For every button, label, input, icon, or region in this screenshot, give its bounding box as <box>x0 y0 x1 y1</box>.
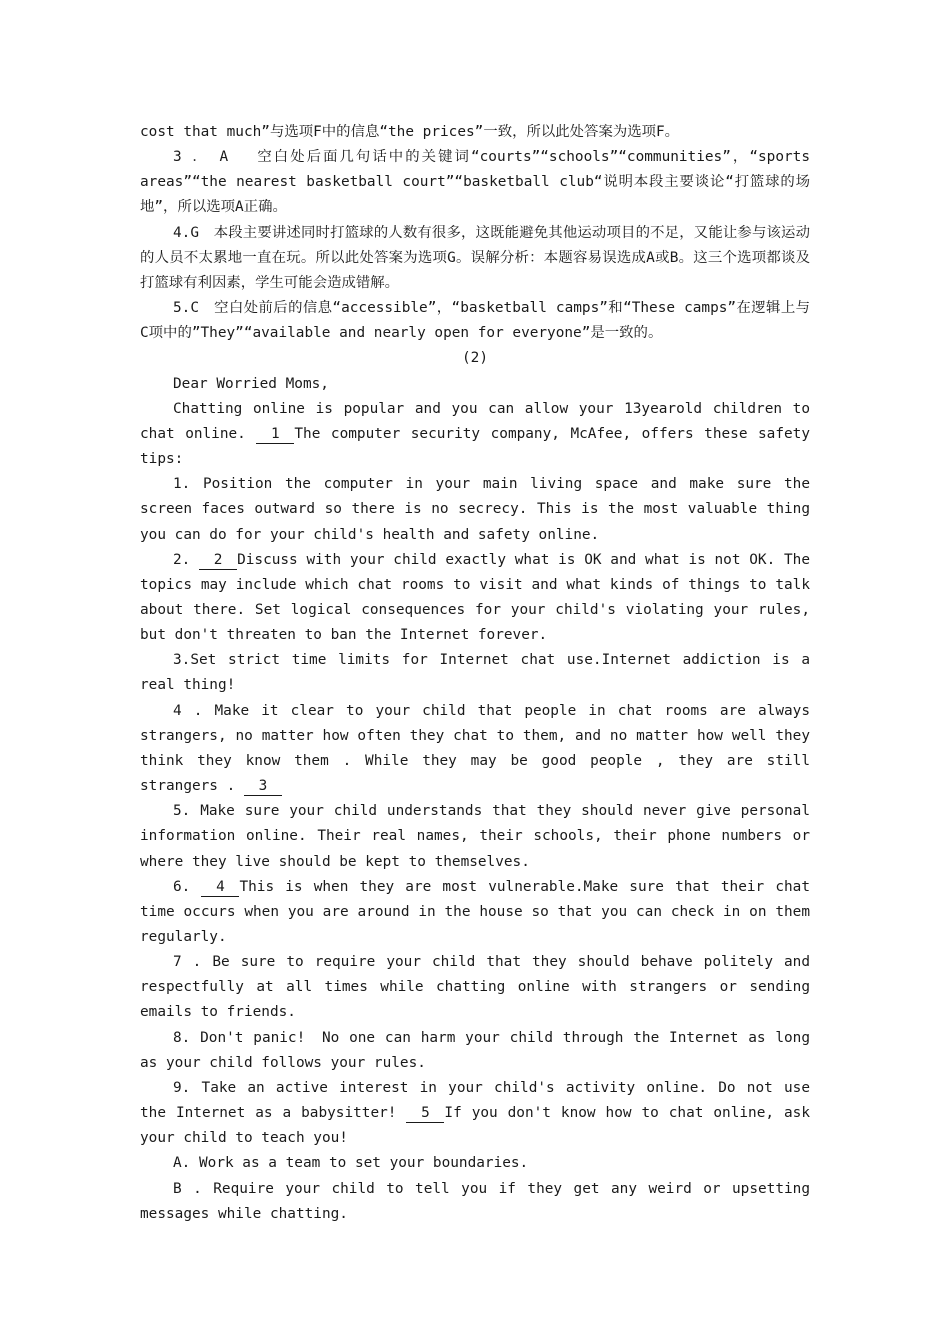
tip-6 <box>140 875 810 950</box>
blank-5: 5 <box>406 1104 444 1123</box>
answer-3: 3 ． A 空白处后面几句话中的关键词“courts”“schools”“communities”，“sports areas”“the nearest basketball court”“basketball club“说明本段主要谈论“打篮球的场地”，所以选项A正确。 <box>140 149 810 216</box>
tip-8: 8. Don't panic! No one can harm your child through the Internet as long as your child follows your rules. <box>140 1029 810 1071</box>
intro-paragraph <box>140 397 810 472</box>
answer-2-continuation: cost that much”与选项F中的信息“the prices”一致，所以此处答案为选项F。 <box>140 124 680 140</box>
intro-text-a: Chatting online is popular and you can allow your 13yearold children to chat online. <box>140 400 810 442</box>
tip-9 <box>140 1076 810 1151</box>
tip-4 <box>140 699 810 800</box>
passage-number: (2) <box>462 350 488 367</box>
tip-6-number: 6. <box>173 878 191 895</box>
intro-text-b: The computer security company, McAfee, offers these safety tips: <box>140 425 810 468</box>
blank-4: 4 <box>201 878 239 897</box>
letter-greeting: Dear Worried Moms, <box>173 375 329 392</box>
answer-5: 5.C 空白处前后的信息“accessible”，“basketball camps”和“These camps”在逻辑上与C项中的”They”“available and nearly open for everyone”是一致的。 <box>140 300 810 342</box>
tip-4-text: 4 . Make it clear to your child that people in chat rooms are always strangers, no matter how often they chat to them, and no matter how well they think they know them . While they may be good people , they are still strangers . <box>140 702 810 795</box>
blank-1: 1 <box>256 425 294 444</box>
blank-2: 2 <box>199 551 237 570</box>
tip-7: 7 . Be sure to require your child that they should behave politely and respectfully at all times while chatting online with strangers or sending emails to friends. <box>140 954 810 1021</box>
tip-9-text-a: 9. Take an active interest in your child's activity online. Do not use the Internet as a babysitter! <box>140 1079 810 1122</box>
tip-2 <box>140 548 810 649</box>
blank-3: 3 <box>244 777 282 796</box>
option-a: A. Work as a team to set your boundaries. <box>173 1155 529 1172</box>
tip-5: 5. Make sure your child understands that they should never give personal information online. Their real names, their schools, their phone numbers or where they live should be kept to themselves. <box>140 803 810 870</box>
answer-4: 4.G 本段主要讲述同时打篮球的人数有很多，这既能避免其他运动项目的不足，又能让参与该运动的人员不太累地一直在玩。所以此处答案为选项G。误解分析：本题容易误选成A或B。这三个选项都谈及打篮球有利因素，学生可能会造成错解。 <box>140 224 810 291</box>
document-page <box>140 120 810 1227</box>
tip-2-number: 2. <box>173 551 191 568</box>
tip-9-text-b: If you don't know how to chat online, ask your child to teach you! <box>140 1105 810 1147</box>
tip-3: 3.Set strict time limits for Internet chat use.Internet addiction is a real thing! <box>140 652 810 694</box>
tip-1: 1. Position the computer in your main living space and make sure the screen faces outward so there is no secrecy. This is the most valuable thing you can do for your child's health and safety online. <box>140 476 810 543</box>
option-b: B . Require your child to tell you if they get any weird or upsetting messages while chatting. <box>140 1180 810 1222</box>
tip-2-text: Discuss with your child exactly what is OK and what is not OK. The topics may include which chat rooms to visit and what kinds of things to talk about there. Set logical consequences for your child's violating your rules, but don't threaten to ban the Internet forever. <box>140 551 810 644</box>
tip-6-text: This is when they are most vulnerable.Make sure that their chat time occurs when you are around in the house so that you can check in on them regularly. <box>140 878 810 945</box>
